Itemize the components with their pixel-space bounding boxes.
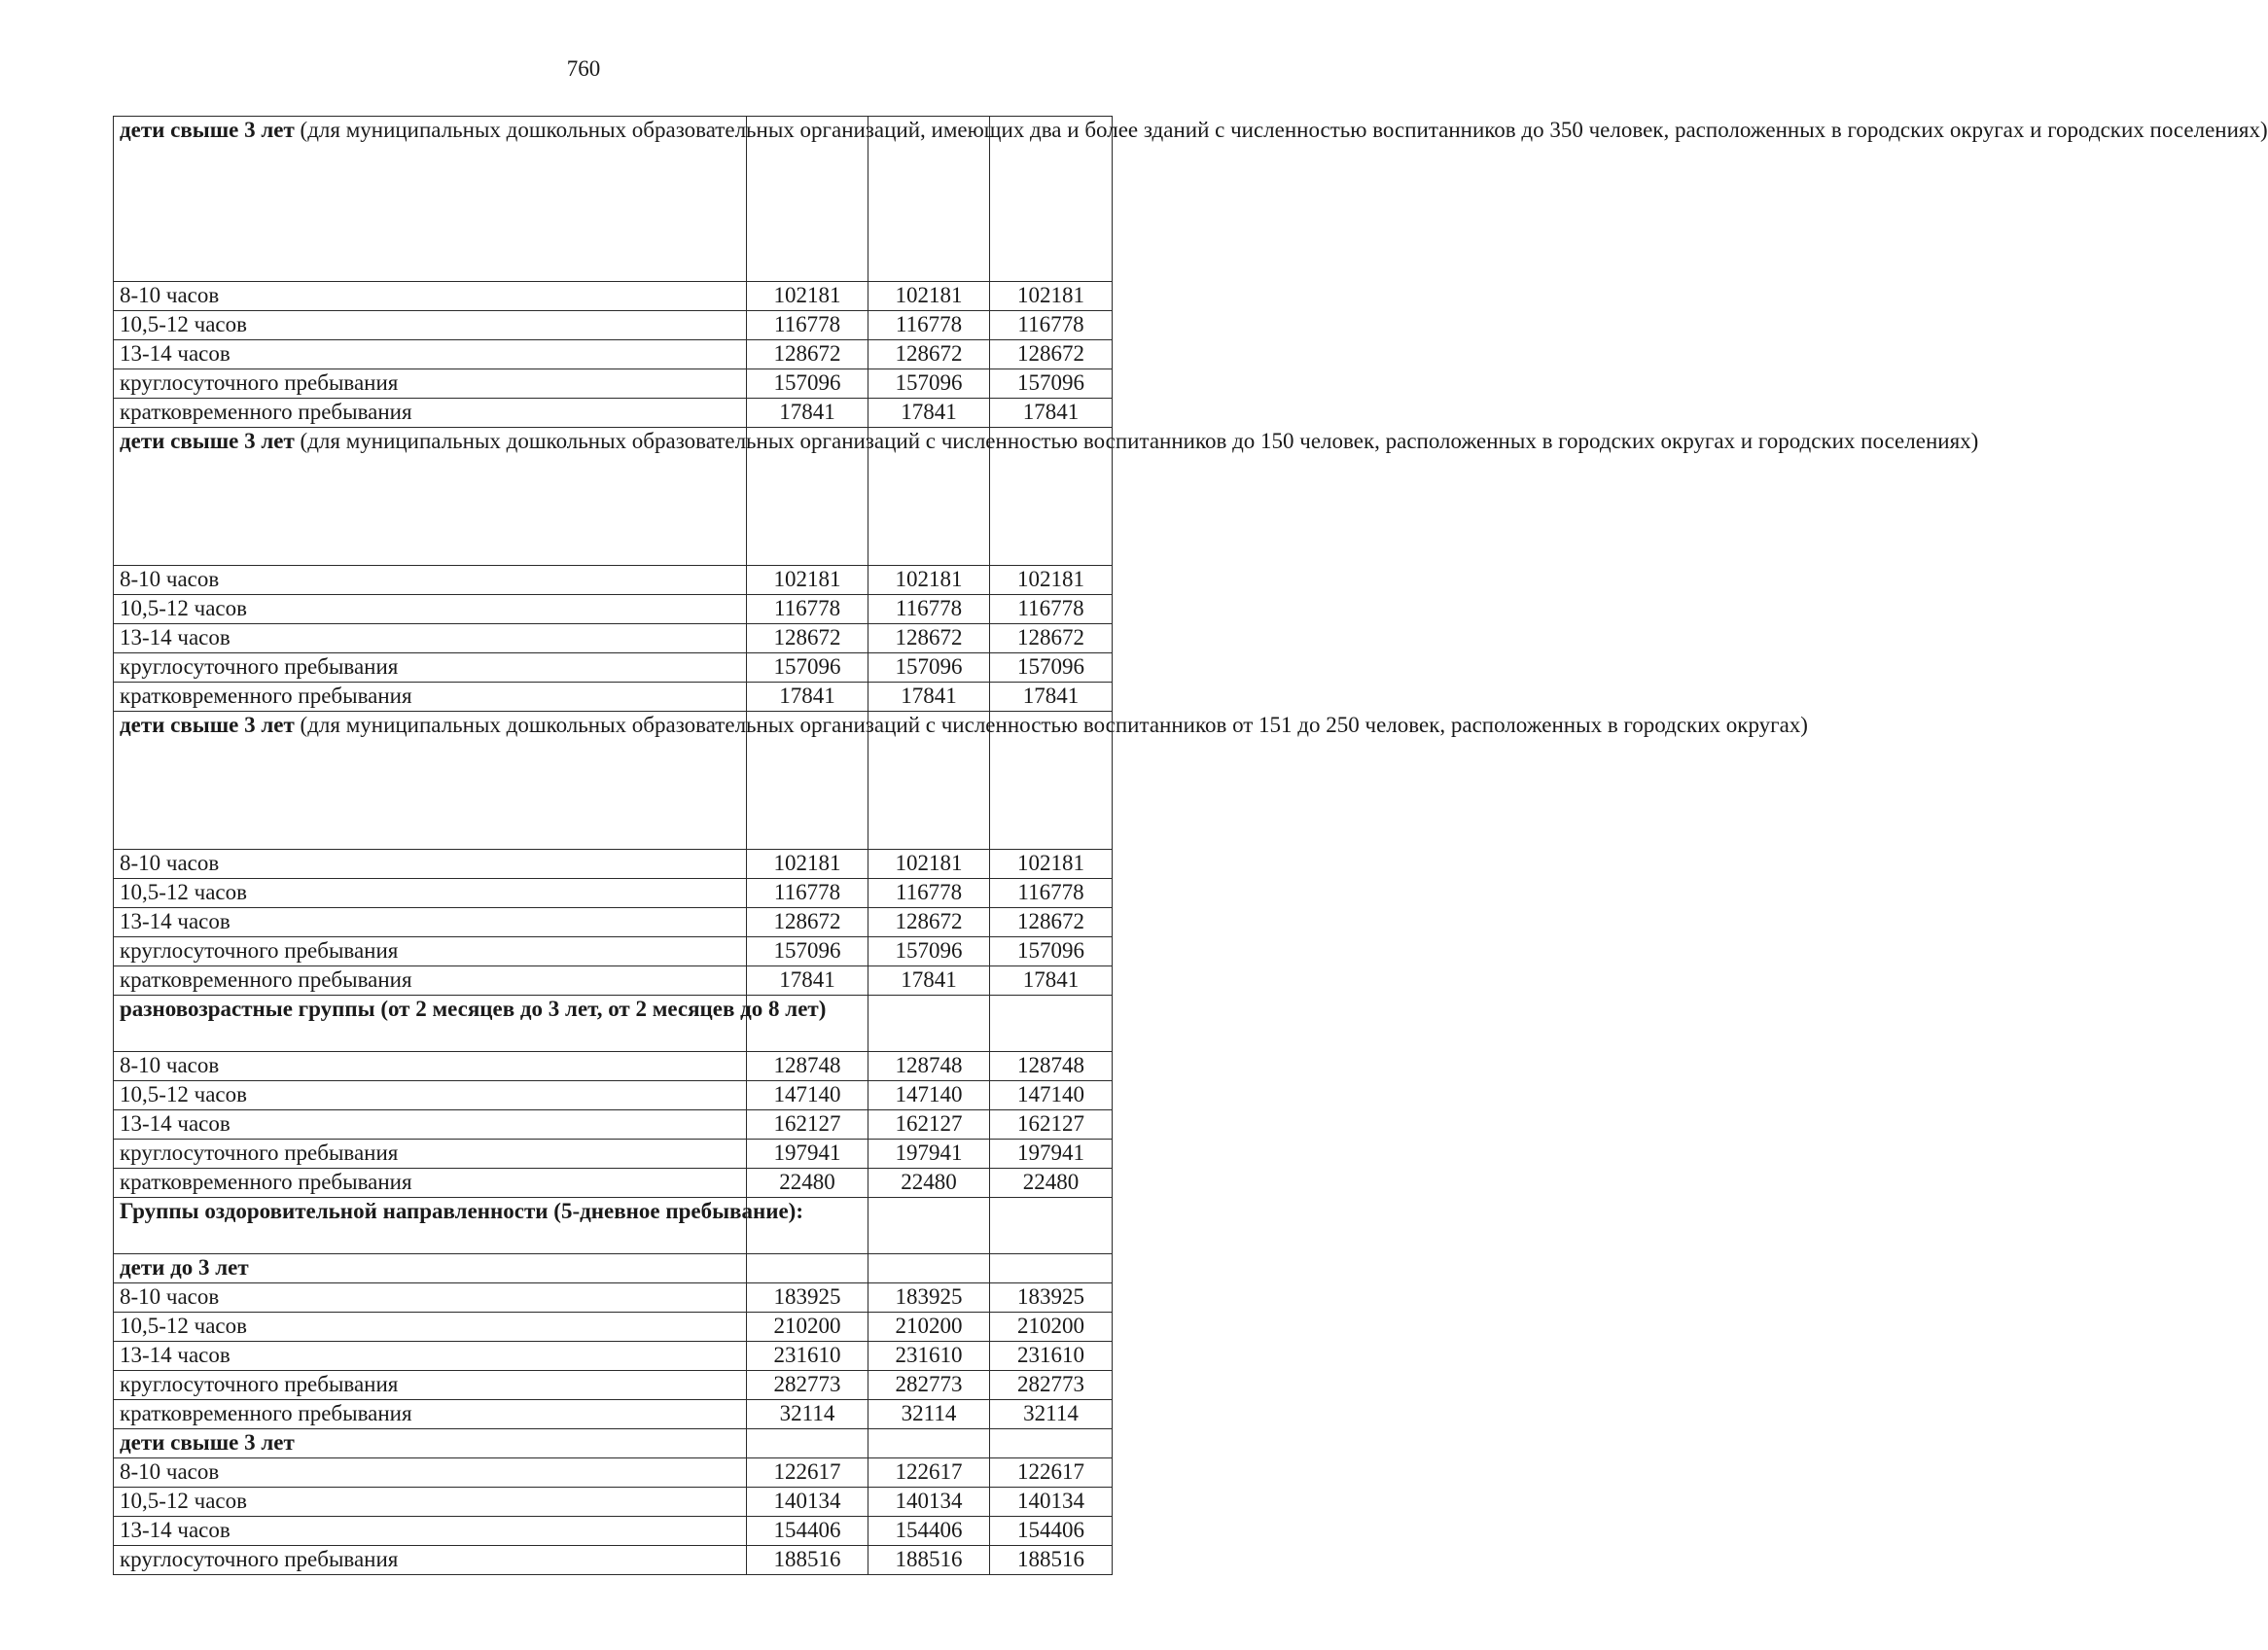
row-label: 8-10 часов [114, 1052, 747, 1081]
section-header-cell [114, 1429, 747, 1458]
value-cell: 197941 [747, 1140, 868, 1169]
row-label: круглосуточного пребывания [114, 937, 747, 966]
value-cell: 128672 [868, 340, 990, 369]
value-cell: 22480 [868, 1169, 990, 1198]
table-row [114, 369, 1113, 399]
value-cell: 210200 [990, 1313, 1113, 1342]
tariff-table-body [114, 117, 2268, 1575]
value-cell: 231610 [747, 1342, 868, 1371]
value-cell: 162127 [990, 1110, 1113, 1140]
value-cell: 22480 [990, 1169, 1113, 1198]
table-row [114, 879, 1113, 908]
value-cell: 197941 [868, 1140, 990, 1169]
row-label: круглосуточного пребывания [114, 1546, 747, 1575]
value-cell: 147140 [868, 1081, 990, 1110]
value-cell: 102181 [747, 850, 868, 879]
value-cell: 128748 [747, 1052, 868, 1081]
value-cell: 22480 [747, 1169, 868, 1198]
row-label: кратковременного пребывания [114, 399, 747, 428]
value-cell: 162127 [868, 1110, 990, 1140]
row-label: 10,5-12 часов [114, 595, 747, 624]
empty-value-cell [990, 1254, 1113, 1283]
value-cell: 128672 [990, 340, 1113, 369]
value-cell: 102181 [747, 566, 868, 595]
row-label: круглосуточного пребывания [114, 1140, 747, 1169]
row-label: 8-10 часов [114, 566, 747, 595]
value-cell: 17841 [747, 966, 868, 996]
section-header-text: (для муниципальных дошкольных образовательных организаций, имеющих два и более зданий с численностью воспитанников до 350 человек, расположенных в городских округах и городских поселениях) [294, 118, 2268, 142]
row-label: кратковременного пребывания [114, 683, 747, 712]
row-label: кратковременного пребывания [114, 1169, 747, 1198]
row-label: круглосуточного пребывания [114, 653, 747, 683]
value-cell: 102181 [990, 566, 1113, 595]
table-row [114, 1546, 1113, 1575]
row-label: 13-14 часов [114, 1517, 747, 1546]
row-label: кратковременного пребывания [114, 966, 747, 996]
row-label: 13-14 часов [114, 1110, 747, 1140]
value-cell: 140134 [868, 1488, 990, 1517]
value-cell: 128672 [747, 624, 868, 653]
value-cell: 210200 [747, 1313, 868, 1342]
value-cell: 197941 [990, 1140, 1113, 1169]
value-cell: 116778 [868, 311, 990, 340]
value-cell: 282773 [990, 1371, 1113, 1400]
section-header-row [114, 1198, 1113, 1254]
value-cell: 183925 [868, 1283, 990, 1313]
value-cell: 116778 [990, 311, 1113, 340]
value-cell: 116778 [990, 879, 1113, 908]
section-header-bold: дети свыше 3 лет [120, 1430, 295, 1455]
value-cell: 102181 [868, 850, 990, 879]
value-cell: 17841 [747, 399, 868, 428]
table-row [114, 1342, 1113, 1371]
section-header-cell [114, 712, 1808, 850]
section-header-text: (для муниципальных дошкольных образовательных организаций с численностью воспитанников от 151 до 250 человек, расположенных в городских округах) [294, 713, 1808, 737]
value-cell: 17841 [990, 399, 1113, 428]
empty-value-cell [747, 1429, 868, 1458]
row-label: 8-10 часов [114, 282, 747, 311]
row-label: кратковременного пребывания [114, 1400, 747, 1429]
empty-value-cell [868, 1429, 990, 1458]
table-row [114, 311, 1113, 340]
value-cell: 128672 [990, 908, 1113, 937]
table-row [114, 624, 1113, 653]
table-row [114, 566, 1113, 595]
table-row [114, 595, 1113, 624]
value-cell: 157096 [747, 653, 868, 683]
table-row [114, 966, 1113, 996]
empty-value-cell [868, 1198, 990, 1254]
table-row [114, 1400, 1113, 1429]
table-row [114, 908, 1113, 937]
value-cell: 154406 [990, 1517, 1113, 1546]
value-cell: 231610 [868, 1342, 990, 1371]
value-cell: 188516 [868, 1546, 990, 1575]
value-cell: 17841 [868, 683, 990, 712]
table-row [114, 1488, 1113, 1517]
value-cell: 157096 [747, 937, 868, 966]
section-header-row [114, 117, 1113, 282]
value-cell: 157096 [868, 653, 990, 683]
value-cell: 157096 [990, 653, 1113, 683]
value-cell: 128748 [990, 1052, 1113, 1081]
row-label: 8-10 часов [114, 850, 747, 879]
table-row [114, 282, 1113, 311]
table-row [114, 1517, 1113, 1546]
value-cell: 183925 [990, 1283, 1113, 1313]
value-cell: 157096 [747, 369, 868, 399]
value-cell: 116778 [868, 595, 990, 624]
row-label: 10,5-12 часов [114, 1081, 747, 1110]
empty-value-cell [990, 1429, 1113, 1458]
value-cell: 17841 [990, 683, 1113, 712]
table-row [114, 1081, 1113, 1110]
row-label: 10,5-12 часов [114, 311, 747, 340]
table-row [114, 1283, 1113, 1313]
row-label: 8-10 часов [114, 1283, 747, 1313]
value-cell: 157096 [868, 369, 990, 399]
value-cell: 32114 [990, 1400, 1113, 1429]
table-row [114, 340, 1113, 369]
table-row [114, 850, 1113, 879]
value-cell: 157096 [990, 369, 1113, 399]
value-cell: 116778 [747, 311, 868, 340]
value-cell: 128748 [868, 1052, 990, 1081]
section-header-bold: дети до 3 лет [120, 1255, 249, 1280]
empty-value-cell [868, 996, 990, 1052]
row-label: 13-14 часов [114, 340, 747, 369]
value-cell: 116778 [747, 595, 868, 624]
value-cell: 102181 [747, 282, 868, 311]
section-header-row [114, 996, 1113, 1052]
section-header-bold: дети свыше 3 лет [120, 118, 295, 142]
value-cell: 17841 [868, 399, 990, 428]
value-cell: 116778 [747, 879, 868, 908]
section-header-bold: разновозрастные группы (от 2 месяцев до 3 лет, от 2 месяцев до 8 лет) [120, 997, 827, 1021]
section-header-row [114, 712, 1113, 850]
section-header-bold: Группы оздоровительной направленности (5-дневное пребывание): [120, 1199, 804, 1223]
row-label: 8-10 часов [114, 1458, 747, 1488]
table-row [114, 399, 1113, 428]
section-header-cell [114, 1254, 747, 1283]
value-cell: 231610 [990, 1342, 1113, 1371]
tariff-table [113, 116, 2268, 1575]
value-cell: 188516 [990, 1546, 1113, 1575]
table-row [114, 653, 1113, 683]
section-header-cell [114, 117, 2268, 282]
value-cell: 102181 [990, 850, 1113, 879]
value-cell: 140134 [747, 1488, 868, 1517]
table-row [114, 1313, 1113, 1342]
row-label: 10,5-12 часов [114, 879, 747, 908]
table-row [114, 1052, 1113, 1081]
empty-value-cell [747, 1254, 868, 1283]
value-cell: 17841 [747, 683, 868, 712]
value-cell: 154406 [868, 1517, 990, 1546]
value-cell: 183925 [747, 1283, 868, 1313]
row-label: 10,5-12 часов [114, 1313, 747, 1342]
value-cell: 116778 [990, 595, 1113, 624]
value-cell: 122617 [990, 1458, 1113, 1488]
value-cell: 157096 [990, 937, 1113, 966]
value-cell: 122617 [747, 1458, 868, 1488]
table-row [114, 937, 1113, 966]
value-cell: 282773 [747, 1371, 868, 1400]
value-cell: 128672 [868, 624, 990, 653]
table-row [114, 1110, 1113, 1140]
value-cell: 128672 [747, 908, 868, 937]
row-label: 13-14 часов [114, 1342, 747, 1371]
section-header-cell [114, 1198, 804, 1254]
row-label: 10,5-12 часов [114, 1488, 747, 1517]
value-cell: 116778 [868, 879, 990, 908]
section-header-bold: дети свыше 3 лет [120, 429, 295, 453]
value-cell: 32114 [747, 1400, 868, 1429]
section-header-text: (для муниципальных дошкольных образовательных организаций с численностью воспитанников до 150 человек, расположенных в городских округах и городских поселениях) [294, 429, 1979, 453]
value-cell: 122617 [868, 1458, 990, 1488]
table-row [114, 1140, 1113, 1169]
row-label: 13-14 часов [114, 624, 747, 653]
value-cell: 162127 [747, 1110, 868, 1140]
empty-value-cell [990, 1198, 1113, 1254]
value-cell: 188516 [747, 1546, 868, 1575]
section-header-bold: дети свыше 3 лет [120, 713, 295, 737]
value-cell: 282773 [868, 1371, 990, 1400]
value-cell: 128672 [990, 624, 1113, 653]
value-cell: 17841 [868, 966, 990, 996]
section-header-cell [114, 428, 1979, 566]
value-cell: 17841 [990, 966, 1113, 996]
value-cell: 140134 [990, 1488, 1113, 1517]
row-label: круглосуточного пребывания [114, 369, 747, 399]
value-cell: 102181 [990, 282, 1113, 311]
table-row [114, 1458, 1113, 1488]
value-cell: 128672 [868, 908, 990, 937]
row-label: 13-14 часов [114, 908, 747, 937]
section-header-row [114, 428, 1113, 566]
value-cell: 147140 [990, 1081, 1113, 1110]
page-number: 760 [566, 56, 601, 81]
section-header-row [114, 1429, 1113, 1458]
empty-value-cell [990, 996, 1113, 1052]
value-cell: 147140 [747, 1081, 868, 1110]
value-cell: 210200 [868, 1313, 990, 1342]
table-row [114, 1169, 1113, 1198]
value-cell: 154406 [747, 1517, 868, 1546]
empty-value-cell [868, 1254, 990, 1283]
table-row [114, 1371, 1113, 1400]
value-cell: 32114 [868, 1400, 990, 1429]
value-cell: 102181 [868, 566, 990, 595]
value-cell: 102181 [868, 282, 990, 311]
value-cell: 157096 [868, 937, 990, 966]
section-header-row [114, 1254, 1113, 1283]
row-label: круглосуточного пребывания [114, 1371, 747, 1400]
table-row [114, 683, 1113, 712]
value-cell: 128672 [747, 340, 868, 369]
section-header-cell [114, 996, 827, 1052]
